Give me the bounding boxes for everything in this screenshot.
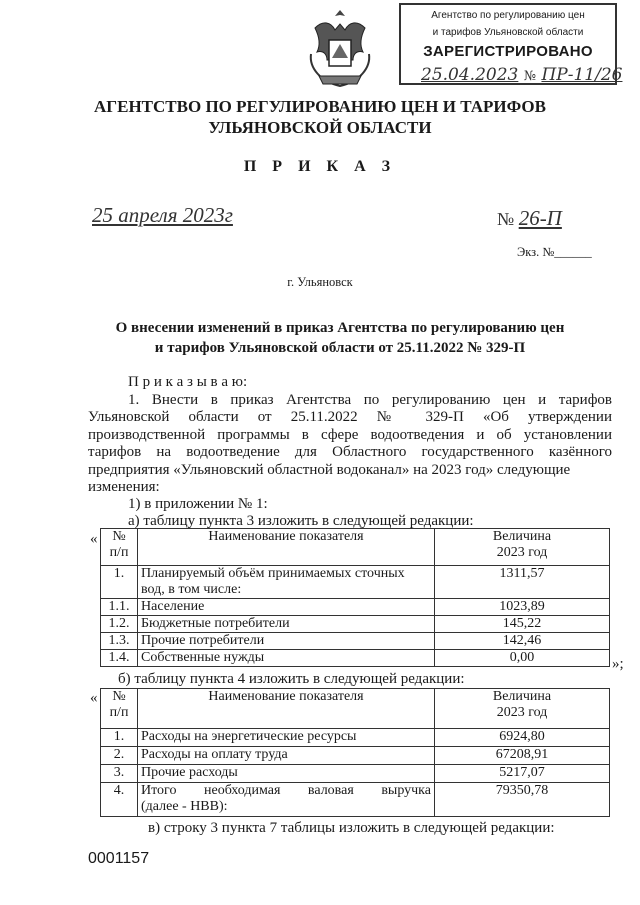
paragraph-1-line: изменения: — [88, 479, 160, 496]
paragraph-1-line: 1. Внести в приказ Агентства по регулированию цен и тарифов — [128, 392, 612, 408]
coat-of-arms-emblem — [301, 6, 379, 92]
document-type: П Р И К А З — [243, 158, 397, 175]
stamp-reg-date: 25.04.2023 — [421, 65, 519, 85]
header-value-line2: 2023 год — [496, 545, 548, 560]
header-value — [435, 529, 610, 566]
row-name-line1: Итого необходимая валовая выручка — [141, 783, 431, 798]
table-row — [101, 599, 610, 616]
stamp-reg-number: ПР-11/26 — [541, 65, 623, 85]
row-num: 1.4. — [101, 650, 138, 667]
row-name-line2: вод, в том числе: — [141, 582, 242, 597]
row-name: Население — [138, 599, 435, 616]
header-num-line2: п/п — [109, 545, 129, 560]
agency-name — [0, 96, 640, 138]
header-num — [101, 689, 138, 729]
table-row — [101, 765, 610, 783]
row-value: 145,22 — [435, 616, 610, 633]
subject-line2: и тарифов Ульяновской области от 25.11.2022 № 329-П — [154, 340, 526, 356]
table-row — [101, 650, 610, 667]
header-name: Наименование показателя — [138, 689, 435, 729]
paragraph-1 — [88, 392, 612, 496]
table-row — [101, 566, 610, 599]
row-num: 1.1. — [101, 599, 138, 616]
row-value: 67208,91 — [435, 747, 610, 765]
row-name: Расходы на оплату труда — [138, 747, 435, 765]
row-num: 2. — [101, 747, 138, 765]
header-num-line1: № — [112, 529, 126, 544]
header-value — [435, 689, 610, 729]
row-value: 0,00 — [435, 650, 610, 667]
table1-close-quote: »; — [612, 656, 624, 672]
row-name: Собственные нужды — [138, 650, 435, 667]
row-name-line1: Планируемый объём принимаемых сточных — [141, 566, 405, 581]
stamp-number-sign: № — [523, 69, 537, 84]
row-name: Прочие потребители — [138, 633, 435, 650]
header-num-line1: № — [112, 689, 126, 704]
order-number — [497, 206, 562, 231]
table-row — [101, 616, 610, 633]
row-name — [138, 783, 435, 817]
table-row — [101, 633, 610, 650]
row-num: 4. — [101, 783, 138, 817]
table-header-row — [101, 689, 610, 729]
header-num — [101, 529, 138, 566]
row-value: 6924,80 — [435, 729, 610, 747]
copy-number-label: Экз. №______ — [517, 245, 592, 259]
header-name: Наименование показателя — [138, 529, 435, 566]
document-serial-number: 0001157 — [88, 850, 150, 867]
header-value-line2: 2023 год — [496, 705, 548, 720]
stamp-registered-label: ЗАРЕГИСТРИРОВАНО — [423, 43, 593, 60]
orders-word: П р и к а з ы в а ю: — [128, 374, 248, 390]
paragraph-1-line: тарифов на водоотведение для Областного государственного казённого — [88, 444, 612, 461]
order-subject — [80, 318, 600, 358]
row-num: 1.2. — [101, 616, 138, 633]
row-name-line2: (далее - НВВ): — [141, 799, 228, 814]
row-name: Прочие расходы — [138, 765, 435, 783]
row-value: 1311,57 — [435, 566, 610, 599]
table-row — [101, 747, 610, 765]
header-value-line1: Величина — [492, 689, 552, 704]
row-name — [138, 566, 435, 599]
subject-line1: О внесении изменений в приказ Агентства по регулированию цен — [115, 320, 565, 336]
item-1: 1) в приложении № 1: — [128, 496, 268, 512]
stamp-handwritten-registration — [421, 65, 622, 85]
handwritten-date: 25 апреля 2023г — [92, 203, 233, 227]
row-value: 5217,07 — [435, 765, 610, 783]
stamp-agency-line1: Агентство по регулированию цен — [431, 10, 585, 21]
row-num: 1. — [101, 729, 138, 747]
table-1 — [100, 528, 610, 667]
row-num: 1. — [101, 566, 138, 599]
row-value: 1023,89 — [435, 599, 610, 616]
agency-name-line2: УЛЬЯНОВСКОЙ ОБЛАСТИ — [208, 118, 432, 137]
registration-stamp — [399, 3, 623, 85]
table1-open-quote: « — [90, 531, 98, 547]
header-value-line1: Величина — [492, 529, 552, 544]
table-header-row — [101, 529, 610, 566]
row-num: 3. — [101, 765, 138, 783]
row-name: Расходы на энергетические ресурсы — [138, 729, 435, 747]
table-row — [101, 729, 610, 747]
row-num: 1.3. — [101, 633, 138, 650]
table-2 — [100, 688, 610, 817]
header-num-line2: п/п — [109, 705, 129, 720]
stamp-agency-line2: и тарифов Ульяновской области — [432, 27, 584, 38]
item-1c: в) строку 3 пункта 7 таблицы изложить в следующей редакции: — [148, 820, 555, 836]
paragraph-1-line: производственной программы в сфере водоотведения и об установлении — [88, 426, 612, 443]
row-name: Бюджетные потребители — [138, 616, 435, 633]
number-sign: № — [497, 209, 515, 229]
table2-open-quote: « — [90, 690, 98, 706]
table-row — [101, 783, 610, 817]
item-1b: б) таблицу пункта 4 изложить в следующей редакции: — [118, 671, 465, 687]
row-value: 79350,78 — [435, 783, 610, 817]
paragraph-1-line: предприятия «Ульяновский областной водоканал» на 2023 год» следующие — [88, 461, 571, 478]
item-1a: а) таблицу пункта 3 изложить в следующей редакции: — [128, 513, 474, 529]
city: г. Ульяновск — [287, 275, 353, 289]
agency-name-line1: АГЕНТСТВО ПО РЕГУЛИРОВАНИЮ ЦЕН И ТАРИФОВ — [94, 97, 546, 116]
row-value: 142,46 — [435, 633, 610, 650]
paragraph-1-line: Ульяновской области от 25.11.2022 № 329-П «Об утверждении — [88, 409, 612, 426]
handwritten-order-number: 26-П — [518, 206, 562, 230]
